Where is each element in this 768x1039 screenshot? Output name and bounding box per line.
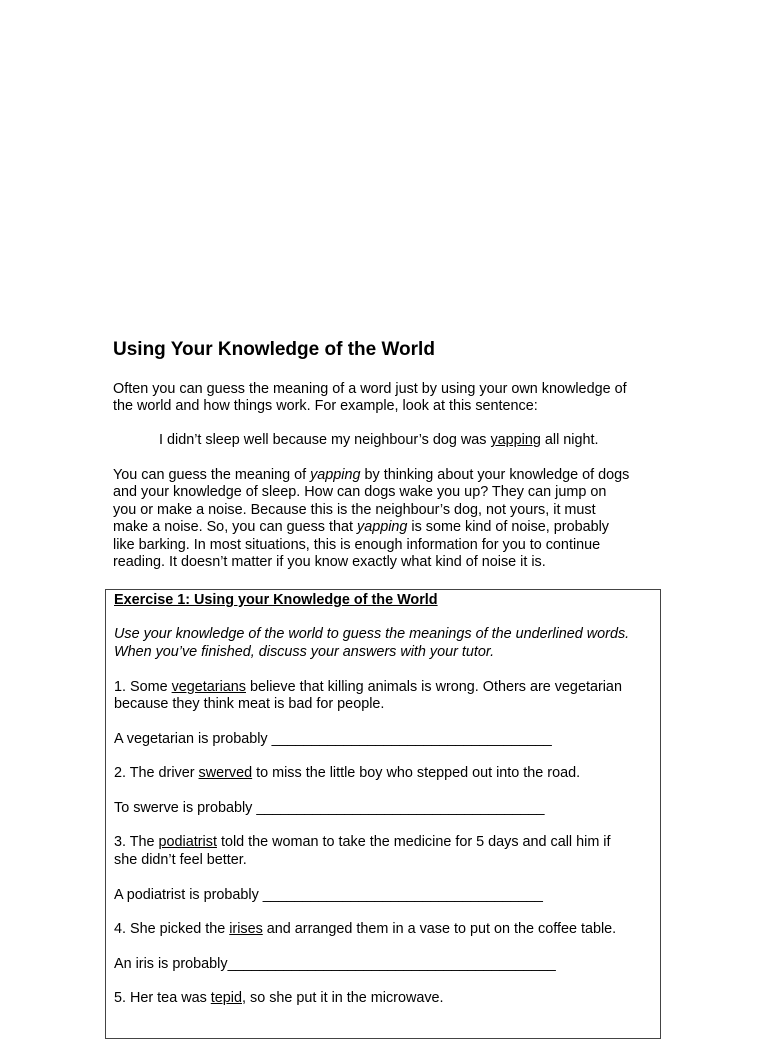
answer-line-2[interactable]: To swerve is probably ____________________________________ bbox=[114, 800, 545, 816]
question-3 bbox=[114, 834, 659, 851]
explanation-line: and your knowledge of sleep. How can dogs wake you up? They can jump on bbox=[113, 484, 607, 501]
exercise-title: Exercise 1: Using your Knowledge of the World bbox=[114, 592, 438, 608]
question-3-continued: she didn’t feel better. bbox=[114, 852, 247, 868]
explanation-italic-word: yapping bbox=[310, 467, 361, 483]
question-underlined-word: irises bbox=[229, 921, 263, 937]
explanation-text: is some kind of noise, probably bbox=[407, 519, 609, 536]
explanation-line bbox=[113, 519, 673, 536]
explanation-line bbox=[113, 467, 673, 484]
question-text: told the woman to take the medicine for 5 days and call him if bbox=[216, 834, 611, 850]
intro-line: the world and how things work. For example, look at this sentence: bbox=[113, 398, 538, 415]
page-title: Using Your Knowledge of the World bbox=[113, 339, 435, 360]
example-sentence bbox=[159, 432, 598, 449]
question-underlined-word: swerved bbox=[198, 765, 253, 781]
explanation-italic-word: yapping bbox=[357, 519, 408, 536]
example-text: I didn’t sleep well because my neighbour’s dog was bbox=[159, 432, 491, 448]
explanation-line: you or make a noise. Because this is the neighbour’s dog, not yours, it must bbox=[113, 501, 596, 518]
intro-paragraph bbox=[113, 381, 673, 416]
intro-line: Often you can guess the meaning of a word just by using your own knowledge of bbox=[113, 381, 627, 397]
example-text: all night. bbox=[540, 432, 599, 448]
question-text: 1. Some bbox=[114, 679, 172, 695]
explanation-text: You can guess the meaning of bbox=[113, 467, 311, 483]
question-underlined-word: podiatrist bbox=[158, 834, 217, 850]
example-underlined-word: yapping bbox=[490, 432, 541, 448]
question-text: to miss the little boy who stepped out into the road. bbox=[252, 765, 581, 781]
answer-line-1[interactable]: A vegetarian is probably ___________________________________ bbox=[114, 731, 552, 747]
question-text: , so she put it in the microwave. bbox=[242, 990, 444, 1006]
question-5 bbox=[114, 990, 659, 1007]
answer-line-4[interactable]: An iris is probably_________________________________________ bbox=[114, 956, 556, 972]
question-text: 2. The driver bbox=[114, 765, 199, 781]
question-4 bbox=[114, 921, 659, 938]
question-2 bbox=[114, 765, 659, 782]
exercise-instruction: When you’ve finished, discuss your answers with your tutor. bbox=[114, 644, 495, 660]
explanation-line: reading. It doesn’t matter if you know exactly what kind of noise it is. bbox=[113, 554, 546, 571]
question-text: believe that killing animals is wrong. Others are vegetarian bbox=[246, 679, 622, 695]
question-text: 3. The bbox=[114, 834, 159, 850]
explanation-text: make a noise. So, you can guess that bbox=[113, 519, 357, 536]
question-text: and arranged them in a vase to put on the coffee table. bbox=[262, 921, 617, 937]
explanation-paragraph bbox=[113, 467, 673, 571]
question-underlined-word: tepid bbox=[210, 990, 242, 1006]
exercise-instruction: Use your knowledge of the world to guess the meanings of the underlined words. bbox=[114, 626, 630, 642]
question-underlined-word: vegetarians bbox=[171, 679, 246, 695]
explanation-line: like barking. In most situations, this is enough information for you to continue bbox=[113, 536, 601, 553]
exercise-box bbox=[105, 589, 661, 1039]
question-1-continued: because they think meat is bad for people. bbox=[114, 696, 385, 712]
explanation-text: by thinking about your knowledge of dogs bbox=[360, 467, 630, 483]
question-text: 5. Her tea was bbox=[114, 990, 211, 1006]
question-1 bbox=[114, 679, 659, 696]
question-text: 4. She picked the bbox=[114, 921, 230, 937]
answer-line-3[interactable]: A podiatrist is probably ___________________________________ bbox=[114, 887, 543, 903]
